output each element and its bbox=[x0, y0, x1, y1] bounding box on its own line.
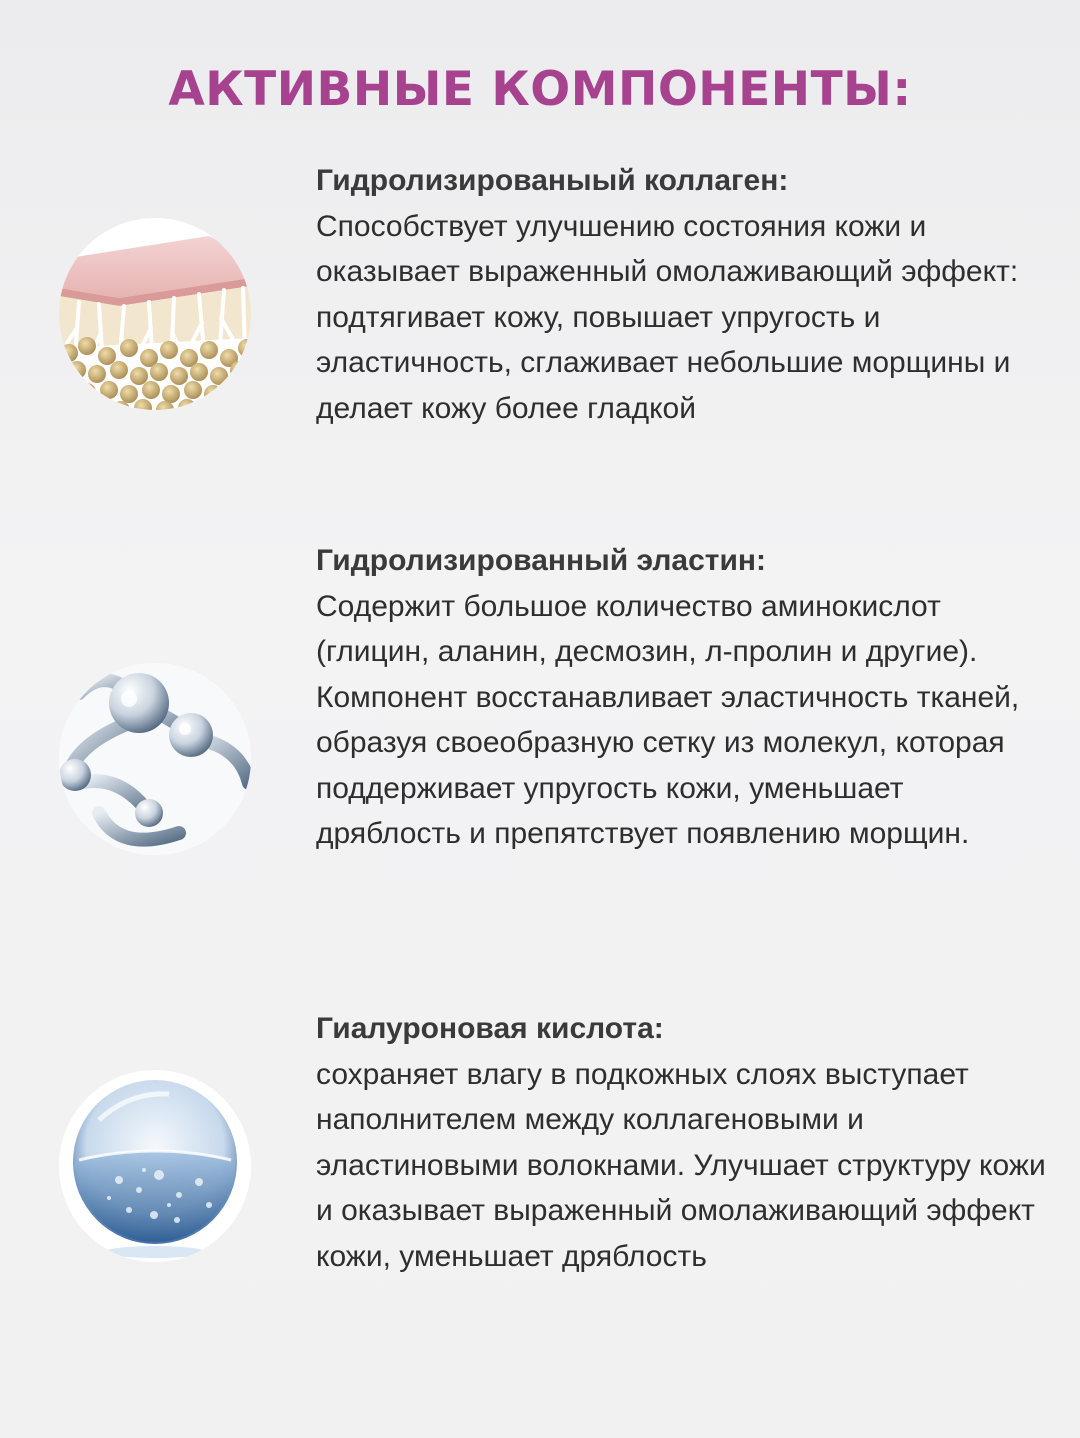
hyaluronic-description: сохраняет влагу в подкожных слоях выступает наполнителем между коллагеновыми и эластиновыми волокнами. Улучшает структуру кожи и оказывает выраженный омолаживающий эффект кожи, уменьшает дряблость bbox=[316, 1057, 1046, 1273]
molecule-image bbox=[59, 663, 251, 855]
collagen-text bbox=[316, 158, 1046, 431]
collagen-heading: Гидролизированыый коллаген: bbox=[316, 164, 789, 197]
collagen-description: Способствует улучшению состояния кожи и оказывает выраженный омолаживающий эффект: подтягивает кожу, повышает упругость и эластичность, сглаживает небольшие морщины и делает кожу более гладкой bbox=[316, 209, 1019, 425]
water-sphere-image bbox=[59, 1070, 251, 1262]
hyaluronic-text bbox=[316, 1006, 1046, 1279]
elastin-text bbox=[316, 538, 1046, 857]
elastin-heading: Гидролизированный эластин: bbox=[316, 544, 767, 577]
skin-collagen-layers-image bbox=[59, 218, 251, 410]
page-title: АКТИВНЫЕ КОМПОНЕНТЫ: bbox=[168, 62, 912, 117]
hyaluronic-heading: Гиалуроновая кислота: bbox=[316, 1012, 664, 1045]
elastin-description: Содержит большое количество аминокислот (глицин, аланин, десмозин, л-пролин и другие). Компонент восстанавливает эластичность тканей, образуя своеобразную сетку из молекул, которая поддерживает упругость кожи, уменьшает дряблость и препятствует появлению морщин. bbox=[316, 589, 1020, 850]
